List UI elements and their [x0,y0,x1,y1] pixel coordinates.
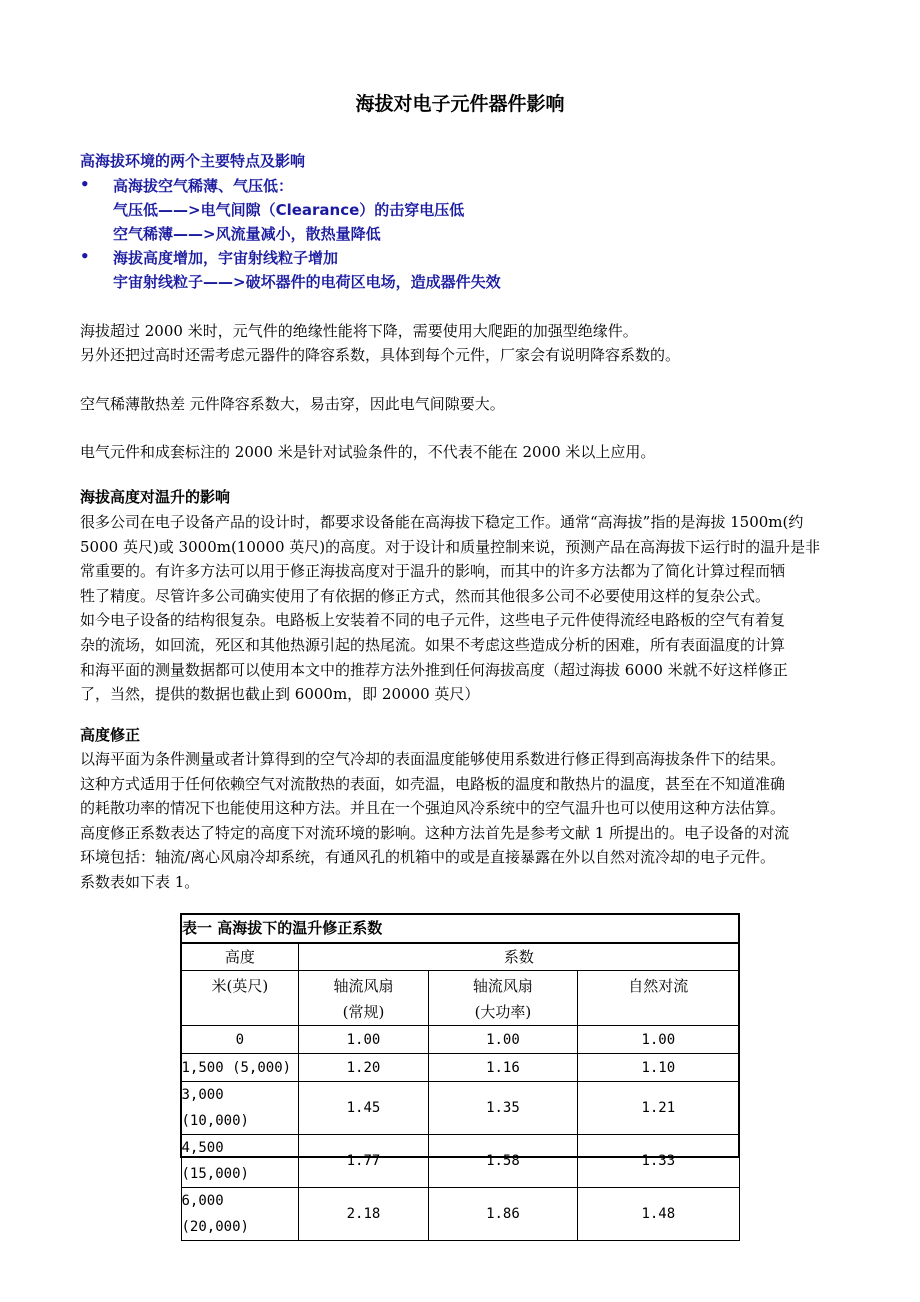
table-row [181,1188,739,1241]
header-axial-fan-hp-line2: (大功率) [474,1003,532,1021]
cell-fan-hp: 1.86 [428,1188,577,1241]
altitude-correction-paragraph [80,747,850,895]
header-coefficient: 系数 [299,943,739,971]
text-line: 和海平面的测量数据都可以使用本文中的推荐方法外推到任何海拔高度（超过海拔 6000 米就不好这样修正 [80,660,788,679]
cell-fan-hp: 1.35 [428,1082,577,1135]
cell-altitude: 6,000 (20,000) [181,1188,299,1241]
text-line: 了，当然，提供的数据也截止到 6000m，即 20000 英尺） [80,685,480,704]
note-paragraph: 电气元件和成套标注的 2000 米是针对试验条件的，不代表不能在 2000 米以上应用。 [80,443,656,461]
section-heading: 高度修正 [80,726,141,744]
cell-altitude: 0 [181,1026,299,1054]
feature-item-detail: 空气稀薄——>风流量减小，散热量降低 [113,225,381,243]
header-natural-convection: 自然对流 [578,971,739,1026]
text-line: 这种方式适用于任何依赖空气对流散热的表面，如壳温，电路板的温度和散热片的温度，甚至在不知道准确 [80,774,786,793]
text-line: 常重要的。有许多方法可以用于修正海拔高度对于温升的影响，而其中的许多方法都为了简化计算过程而牺 [80,562,786,581]
cell-natural: 1.00 [578,1026,739,1054]
header-unit: 米(英尺) [181,971,299,1026]
cell-fan: 1.45 [299,1082,429,1135]
header-axial-fan-hp-line1: 轴流风扇 [472,977,533,995]
text-line: 环境包括：轴流/离心风扇冷却系统，有通风孔的机箱中的或是直接暴露在外以自然对流冷却的电子元件。 [80,848,776,867]
cell-altitude: 1,500 (5,000) [181,1054,299,1082]
table-row [181,1026,739,1054]
text-line: 杂的流场，如回流，死区和其他热源引起的热尾流。如果不考虑这些造成分析的困难，所有表面温度的计算 [80,635,786,654]
cell-natural: 1.48 [578,1188,739,1241]
text-line: 系数表如下表 1。 [80,872,200,891]
temp-rise-paragraph [80,510,850,707]
cell-fan: 2.18 [299,1188,429,1241]
table-row [181,1054,739,1082]
table-row [181,1135,739,1188]
section-heading: 海拔高度对温升的影响 [80,488,231,506]
table-subheader-row [181,971,739,1026]
table-header-row [181,943,739,971]
text-line: 以海平面为条件测量或者计算得到的空气冷却的表面温度能够使用系数进行修正得到高海拔条件下的结果。 [80,750,786,768]
header-axial-fan-high-power [428,971,577,1026]
coefficient-table [180,913,740,1241]
text-line: 如今电子设备的结构很复杂。电路板上安装着不同的电子元件，这些电子元件使得流经电路板的空气有着复 [80,611,786,630]
header-axial-fan-line1: 轴流风扇 [333,977,394,995]
table-caption-row [181,914,739,943]
header-altitude: 高度 [181,943,299,971]
note-paragraph: 空气稀薄散热差 元件降容系数大，易击穿，因此电气间隙要大。 [80,395,505,413]
document-title: 海拔对电子元件器件影响 [355,93,565,115]
cell-natural: 1.10 [578,1054,739,1082]
feature-item-detail: 宇宙射线粒子——>破坏器件的电荷区电场，造成器件失效 [113,273,501,291]
cell-fan: 1.77 [299,1135,429,1188]
header-axial-fan-line2: (常规) [342,1003,385,1021]
note-paragraph: 海拔超过 2000 米时，元气件的绝缘性能将下降，需要使用大爬距的加强型绝缘件。 [80,322,638,340]
cell-altitude: 4,500 (15,000) [181,1135,299,1188]
text-line: 5000 英尺)或 3000m(10000 英尺)的高度。对于设计和质量控制来说，预测产品在高海拔下运行时的温升是非 [80,537,821,556]
header-axial-fan [299,971,429,1026]
feature-item-detail: 气压低——>电气间隙（Clearance）的击穿电压低 [113,201,465,219]
text-line: 的耗散功率的情况下也能使用这种方法。并且在一个强迫风冷系统中的空气温升也可以使用这种方法估算。 [80,799,786,818]
table-row [181,1082,739,1135]
feature-item-label: 高海拔空气稀薄、气压低： [113,177,294,195]
cell-fan: 1.00 [299,1026,429,1054]
text-line: 很多公司在电子设备产品的设计时，都要求设备能在高海拔下稳定工作。通常“高海拔”指的是海拔 1500m(约 [80,513,804,531]
text-line: 牲了精度。尽管许多公司确实使用了有依据的修正方式，然而其他很多公司不必要使用这样的复杂公式。 [80,586,771,605]
note-paragraph: 另外还把过高时还需考虑元器件的降容系数，具体到每个元件，厂家会有说明降容系数的。 [80,346,681,364]
cell-altitude: 3,000 (10,000) [181,1082,299,1135]
cell-fan-hp: 1.58 [428,1135,577,1188]
cell-natural: 1.33 [578,1135,739,1188]
cell-fan-hp: 1.00 [428,1026,577,1054]
cell-natural: 1.21 [578,1082,739,1135]
features-heading: 高海拔环境的两个主要特点及影响 [80,152,306,170]
cell-fan-hp: 1.16 [428,1054,577,1082]
text-line: 高度修正系数表达了特定的高度下对流环境的影响。这种方法首先是参考文献 1 所提出的。电子设备的对流 [80,823,790,842]
bullet-icon: • [80,247,90,265]
cell-fan: 1.20 [299,1054,429,1082]
bullet-icon: • [80,175,90,193]
table-caption: 表一 高海拔下的温升修正系数 [181,914,739,943]
feature-item-label: 海拔高度增加，宇宙射线粒子增加 [113,249,339,267]
